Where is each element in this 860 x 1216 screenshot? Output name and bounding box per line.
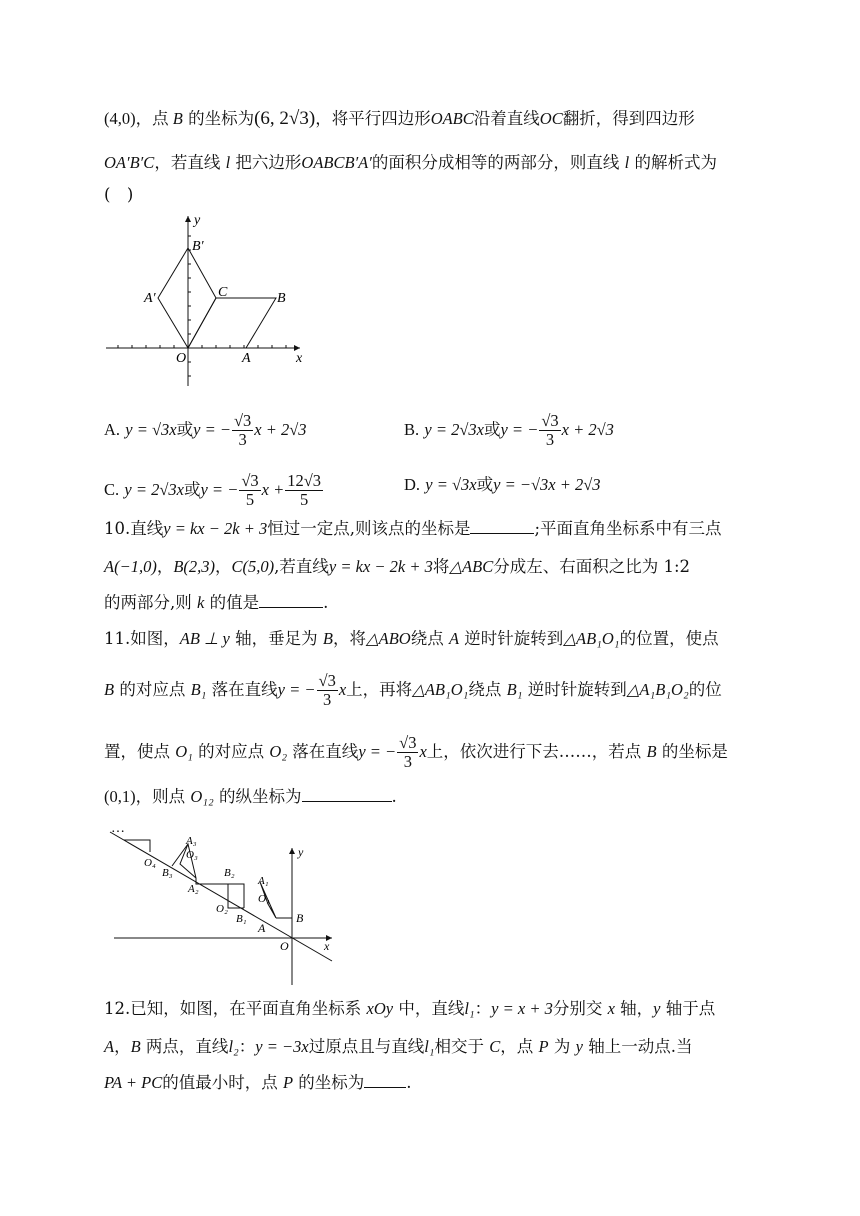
label-o4: O₄ <box>144 857 156 869</box>
label-o: O <box>176 351 187 366</box>
q9-text: OABCB′A′ <box>301 153 372 172</box>
option-expr: y = √3x <box>125 420 177 439</box>
q12-line-2 <box>104 1036 692 1058</box>
q12-text: 两点，直线 <box>140 1037 229 1056</box>
option-expr: y = 2√3x <box>124 480 184 499</box>
label-c: C <box>218 285 228 300</box>
option-or: 或 <box>476 475 494 494</box>
label-a1: A₁ <box>258 875 269 887</box>
option-label: A. <box>104 420 121 439</box>
q12-text: l₂ <box>228 1037 239 1056</box>
q11-line-4 <box>104 786 397 808</box>
q12-text: l₁ <box>464 999 475 1018</box>
triangle-a1b1o2 <box>228 884 244 908</box>
q10-text: △ABC <box>449 557 494 576</box>
label-b: B <box>296 911 304 925</box>
q12-text: 12.已知，如图，在平面直角坐标系 <box>104 999 367 1018</box>
q11-text: 的对应点 <box>114 680 191 699</box>
q9-text: OABC <box>430 109 474 128</box>
q12-text: C <box>489 1037 501 1056</box>
q12-text: . <box>406 1073 412 1092</box>
q10-text: ,若直线 <box>274 557 329 576</box>
q11-text: B <box>322 629 333 648</box>
q11-text: 落在直线 <box>206 680 278 699</box>
triangle-a3b3o4 <box>124 840 150 852</box>
label-x: x <box>324 939 330 953</box>
q9-text: l <box>225 153 231 172</box>
q11-text: B₁ <box>506 680 523 699</box>
frac-den: 3 <box>403 752 412 771</box>
option-expr: y = 2√3x <box>424 420 484 439</box>
q12-text: PA + PC <box>104 1073 163 1092</box>
option-expr: x + 2√3 <box>254 420 307 439</box>
triangle-abo <box>276 918 292 938</box>
q10-answer-blank-2[interactable] <box>259 607 323 608</box>
q10-text: ;平面直角坐标系中有三点 <box>534 519 722 538</box>
q12-text: ： <box>238 1037 256 1056</box>
q12-text: 的值最小时，点 <box>162 1073 283 1092</box>
q12-text: B <box>130 1037 141 1056</box>
q11-line-2 <box>104 672 722 709</box>
q9-text: 沿着直线 <box>473 109 540 128</box>
option-expr: y = √3x <box>425 475 477 494</box>
q12-text: 轴于点 <box>660 999 716 1018</box>
q12-text: 中，直线 <box>393 999 465 1018</box>
q12-text: 轴上一动点.当 <box>582 1037 693 1056</box>
q12-text: P <box>538 1037 549 1056</box>
q12-line-3 <box>104 1072 412 1094</box>
q10-text: B(2,3) <box>173 557 216 576</box>
frac-num: √3 <box>233 411 252 430</box>
frac-den: 3 <box>238 430 247 449</box>
q11-line-3 <box>104 734 728 771</box>
q11-text: 的坐标是 <box>656 742 728 761</box>
q9-option-d <box>404 474 601 496</box>
option-or: 或 <box>483 420 501 439</box>
label-y: y <box>194 213 201 228</box>
q11-text: 上，再将 <box>346 680 413 699</box>
q10-text: . <box>323 593 329 612</box>
label-b3: B₃ <box>162 867 173 879</box>
q11-text: △ABO <box>365 629 411 648</box>
option-label: D. <box>404 475 421 494</box>
q9-text: 的面积分成相等的两部分，则直线 <box>371 153 625 172</box>
quadrilateral-oa1b1c <box>158 248 216 348</box>
q11-text: O₂ <box>269 742 288 761</box>
q11-text: 轴，垂足为 <box>229 629 323 648</box>
q11-text: AB ⊥ y <box>179 629 230 648</box>
option-expr: x + 2√3 <box>561 420 614 439</box>
label-o: O <box>280 939 289 953</box>
label-a-prime: A′ <box>144 291 156 306</box>
q9-text: 的解析式为 <box>629 153 717 172</box>
q12-text: x <box>607 999 615 1018</box>
q10-text: k <box>197 593 205 612</box>
q11-text: 逆时针旋转到 <box>522 680 627 699</box>
q9-option-a <box>104 412 307 449</box>
q9-text: (4,0)，点 <box>104 109 173 128</box>
q10-text: 的值是 <box>204 593 260 612</box>
q11-text: 绕点 <box>410 629 449 648</box>
label-o2: O₂ <box>216 903 228 915</box>
q12-text: 轴， <box>614 999 654 1018</box>
frac-num: √3 <box>541 411 559 430</box>
q10-text: 分成左、右面积之比为 1:2 <box>493 557 691 576</box>
q10-text: 将 <box>432 557 450 576</box>
frac-den: 3 <box>323 690 332 709</box>
option-expr: y = −√3x + 2√3 <box>493 475 601 494</box>
label-a: A <box>258 921 266 935</box>
label-b2: B₂ <box>224 867 235 879</box>
q11-text: 的对应点 <box>192 742 270 761</box>
q9-text: OC <box>539 109 563 128</box>
dots-ellipsis: … <box>112 821 125 836</box>
q12-text: y <box>575 1037 583 1056</box>
label-a3: A₃ <box>186 835 197 847</box>
q10-line-2 <box>104 556 690 578</box>
label-y: y <box>298 845 304 859</box>
option-expr: y = − <box>200 480 239 499</box>
q10-text: A(−1,0) <box>104 557 157 576</box>
frac-num: 12√3 <box>287 471 322 490</box>
q9-text: ，将平行四边形 <box>315 109 431 128</box>
q11-text: △AB₁O₁ <box>563 629 620 648</box>
q11-text: 逆时针旋转到 <box>459 629 564 648</box>
frac-num: √3 <box>399 733 417 752</box>
q11-text: O₁ <box>175 742 193 761</box>
q11-text: 的纵坐标为 <box>213 787 302 806</box>
q9-text: OA′B′C <box>104 153 155 172</box>
q11-text: A <box>448 629 460 648</box>
label-x: x <box>296 351 303 366</box>
option-or: 或 <box>176 420 194 439</box>
q12-text: 分别交 <box>552 999 608 1018</box>
q10-line-3 <box>104 592 328 614</box>
label-o3: O₃ <box>186 849 198 861</box>
q12-text: y = −3x <box>255 1037 309 1056</box>
q12-text: 的坐标为 <box>293 1073 365 1092</box>
q9-figure <box>100 206 315 391</box>
label-a: A <box>242 351 251 366</box>
q11-text: y = − <box>358 742 397 761</box>
q11-text: 上，依次进行下去……，若点 <box>426 742 647 761</box>
q9-text: 把六边形 <box>230 153 302 172</box>
frac-num: √3 <box>241 471 259 490</box>
q12-text: ： <box>474 999 492 1018</box>
option-expr: x + <box>261 480 285 499</box>
q11-text: y = − <box>277 680 316 699</box>
option-expr: y = − <box>500 420 539 439</box>
q11-text: 置，使点 <box>104 742 176 761</box>
option-expr: y = − <box>193 420 231 439</box>
q12-answer-blank[interactable] <box>364 1087 406 1088</box>
q11-text: (0,1) <box>104 787 136 806</box>
q10-text: 恒过一定点,则该点的坐标是 <box>267 519 471 538</box>
q9-point-b-coord: (6, 2√3) <box>254 108 316 129</box>
q9-text: B <box>172 109 183 128</box>
q12-text: 为 <box>548 1037 576 1056</box>
q11-text: x <box>338 680 347 699</box>
option-label: C. <box>104 480 120 499</box>
q12-text: ， <box>114 1037 131 1056</box>
q9-option-c <box>104 472 324 509</box>
frac-den: 3 <box>545 430 555 449</box>
q12-text: xOy <box>366 999 394 1018</box>
label-b1: B₁ <box>236 913 247 925</box>
q11-text: . <box>391 787 397 806</box>
q12-text: y <box>653 999 661 1018</box>
q9-text: 的坐标为 <box>182 109 255 128</box>
q9-answer-bracket: ( ) <box>104 185 134 204</box>
q9-text: 翻折，得到四边形 <box>562 109 695 128</box>
q11-text: B₁ <box>190 680 207 699</box>
q10-text: 10.直线 <box>104 519 164 538</box>
q12-text: ，点 <box>500 1037 539 1056</box>
q12-text: P <box>282 1073 294 1092</box>
frac-den: 5 <box>245 490 255 509</box>
q9-text: ，若直线 <box>154 153 226 172</box>
q12-line-1 <box>104 998 715 1020</box>
label-a2: A₂ <box>188 883 199 895</box>
q11-text: 的位 <box>688 680 722 699</box>
q12-text: 相交于 <box>434 1037 490 1056</box>
q11-text: x <box>419 742 427 761</box>
q10-text: ， <box>215 557 232 576</box>
q10-answer-blank-1[interactable] <box>470 533 534 534</box>
q10-text: y = kx − 2k + 3 <box>163 519 268 538</box>
label-b-prime: B′ <box>192 239 204 254</box>
q11-text: B <box>646 742 657 761</box>
q11-text: △A₁B₁O₂ <box>626 680 689 699</box>
q11-text: ，将 <box>332 629 366 648</box>
frac-num: √3 <box>318 671 336 690</box>
q11-answer-blank[interactable] <box>302 801 392 802</box>
option-label: B. <box>404 420 420 439</box>
q12-text: 过原点且与直线 <box>308 1037 425 1056</box>
q11-text: ，则点 <box>135 787 191 806</box>
q12-text: y = x + 3 <box>491 999 553 1018</box>
option-or: 或 <box>183 480 201 499</box>
q10-text: 的两部分,则 <box>104 593 197 612</box>
label-o1: O₁ <box>258 893 270 905</box>
q11-text: 的位置，使点 <box>619 629 719 648</box>
q11-text: B <box>104 680 115 699</box>
q11-text: 绕点 <box>468 680 507 699</box>
q10-line-1 <box>104 518 722 540</box>
q10-text: ， <box>156 557 174 576</box>
frac-den: 5 <box>300 490 309 509</box>
q11-text: 11.如图， <box>104 629 180 648</box>
q9-option-b <box>404 412 614 449</box>
q9-line-1 <box>104 108 695 130</box>
q9-text: l <box>624 153 630 172</box>
q11-text: △AB₁O₁ <box>412 680 469 699</box>
label-b: B <box>277 291 286 306</box>
q9-line-2 <box>104 152 717 174</box>
q11-text: O₁₂ <box>190 787 214 806</box>
q11-text: 落在直线 <box>287 742 359 761</box>
q11-figure <box>100 820 340 988</box>
q12-text: A <box>104 1037 115 1056</box>
parallelogram-oabc <box>188 298 276 348</box>
q10-text: C(5,0) <box>231 557 275 576</box>
q10-text: y = kx − 2k + 3 <box>328 557 433 576</box>
q11-line-1 <box>104 628 719 650</box>
q12-text: l₁ <box>424 1037 435 1056</box>
